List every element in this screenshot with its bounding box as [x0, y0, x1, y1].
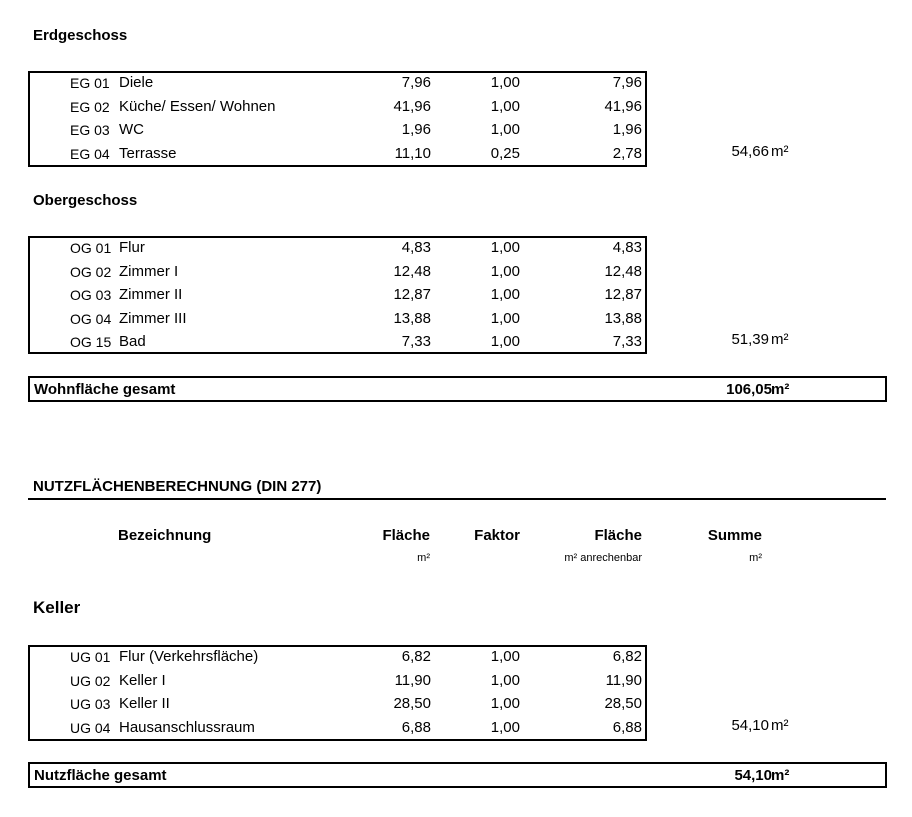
room-flaeche: 13,88	[393, 309, 431, 327]
room-flaeche: 28,50	[393, 695, 431, 712]
room-name: Hausanschlussraum	[119, 718, 255, 736]
room-flaeche-anrechenbar: 12,48	[604, 262, 642, 280]
room-faktor: 1,00	[490, 286, 520, 303]
room-flaeche: 11,10	[394, 144, 431, 162]
table-row	[30, 74, 645, 96]
room-faktor: 1,00	[490, 695, 520, 712]
header-flaeche-anrechenbar: Fläche	[594, 527, 642, 544]
room-flaeche-anrechenbar: 7,33	[612, 333, 642, 350]
room-faktor: 0,25	[490, 144, 520, 162]
keller-summe-unit: m²	[771, 717, 789, 734]
room-name: Keller I	[119, 671, 166, 689]
room-name: Küche/ Essen/ Wohnen	[119, 97, 276, 115]
room-code: EG 04	[70, 145, 110, 162]
room-code: UG 02	[70, 672, 111, 689]
room-flaeche-anrechenbar: 11,90	[605, 671, 642, 689]
wohnflaeche-value: 106,05	[726, 381, 772, 398]
nutzflaechen-title: NUTZFLÄCHENBERECHNUNG (DIN 277)	[33, 478, 322, 495]
table-row	[30, 121, 645, 143]
keller-summe: 54,10	[731, 717, 769, 734]
room-code: OG 03	[70, 287, 112, 303]
section-title-obergeschoss: Obergeschoss	[33, 192, 138, 209]
room-flaeche-anrechenbar: 13,88	[604, 309, 642, 327]
room-faktor: 1,00	[490, 97, 520, 115]
room-flaeche-anrechenbar: 2,78	[612, 144, 642, 162]
nutzflaechen-divider	[28, 498, 886, 500]
table-row	[30, 719, 645, 741]
table-row	[30, 145, 645, 167]
room-flaeche: 12,48	[393, 262, 431, 280]
room-flaeche-anrechenbar: 4,83	[612, 239, 642, 256]
room-name: Flur (Verkehrsfläche)	[119, 648, 259, 665]
obergeschoss-summe-unit: m²	[771, 331, 789, 348]
room-flaeche: 7,96	[401, 74, 431, 91]
room-faktor: 1,00	[490, 239, 520, 256]
room-faktor: 1,00	[490, 121, 520, 138]
room-code: EG 02	[70, 98, 110, 115]
room-code: UG 03	[70, 696, 111, 712]
table-row	[30, 310, 645, 332]
room-faktor: 1,00	[490, 648, 520, 665]
room-flaeche-anrechenbar: 41,96	[604, 97, 642, 115]
header-faktor: Faktor	[474, 527, 520, 544]
room-code: UG 01	[70, 649, 111, 665]
room-flaeche: 6,88	[401, 718, 431, 736]
keller-table	[28, 645, 647, 741]
header-summe: Summe	[707, 527, 762, 544]
room-flaeche: 11,90	[394, 671, 431, 689]
room-code: EG 03	[70, 122, 110, 138]
room-faktor: 1,00	[490, 74, 520, 91]
room-name: Flur	[119, 239, 145, 256]
table-row	[30, 98, 645, 120]
table-row	[30, 333, 645, 355]
nutzflaeche-label: Nutzfläche gesamt	[34, 767, 167, 784]
room-flaeche-anrechenbar: 6,88	[612, 718, 642, 736]
room-name: Zimmer I	[119, 262, 179, 280]
room-flaeche: 12,87	[393, 286, 431, 303]
room-faktor: 1,00	[490, 309, 520, 327]
erdgeschoss-summe: 54,66	[731, 143, 769, 160]
room-faktor: 1,00	[490, 671, 520, 689]
room-flaeche-anrechenbar: 7,96	[612, 74, 642, 91]
room-code: OG 01	[70, 240, 112, 256]
obergeschoss-table	[28, 236, 647, 354]
room-faktor: 1,00	[490, 718, 520, 736]
section-title-erdgeschoss: Erdgeschoss	[33, 27, 128, 44]
room-flaeche-anrechenbar: 28,50	[604, 695, 642, 712]
room-flaeche: 6,82	[401, 648, 431, 665]
room-code: OG 04	[70, 310, 112, 327]
room-name: Keller II	[119, 695, 170, 712]
room-name: Diele	[119, 74, 154, 91]
room-code: OG 02	[70, 263, 112, 280]
wohnflaeche-unit: m²	[771, 381, 790, 398]
obergeschoss-summe: 51,39	[731, 331, 769, 348]
header-flaeche-anrechenbar-unit: m² anrechenbar	[564, 552, 642, 564]
room-name: Zimmer III	[119, 309, 187, 327]
header-flaeche: Fläche	[382, 527, 430, 544]
section-title-keller: Keller	[33, 598, 81, 617]
header-summe-unit: m²	[749, 552, 762, 564]
room-flaeche: 7,33	[401, 333, 431, 350]
room-flaeche: 1,96	[401, 121, 431, 138]
wohnflaeche-label: Wohnfläche gesamt	[34, 381, 176, 398]
room-name: Zimmer II	[119, 286, 183, 303]
nutzflaeche-total-box	[28, 762, 887, 788]
room-name: Terrasse	[119, 144, 177, 162]
room-flaeche-anrechenbar: 1,96	[612, 121, 642, 138]
nutzflaeche-value: 54,10	[734, 767, 772, 784]
room-faktor: 1,00	[490, 262, 520, 280]
room-name: WC	[119, 121, 144, 138]
room-flaeche: 4,83	[401, 239, 431, 256]
room-faktor: 1,00	[490, 333, 520, 350]
room-code: UG 04	[70, 719, 111, 736]
table-row	[30, 648, 645, 670]
header-flaeche-unit: m²	[417, 552, 430, 564]
table-row	[30, 695, 645, 717]
room-code: OG 15	[70, 334, 112, 350]
nutzflaeche-unit: m²	[771, 767, 790, 784]
room-code: EG 01	[70, 75, 110, 91]
room-flaeche: 41,96	[393, 97, 431, 115]
table-row	[30, 672, 645, 694]
erdgeschoss-summe-unit: m²	[771, 143, 789, 160]
wohnflaeche-total-box	[28, 376, 887, 402]
room-name: Bad	[119, 333, 146, 350]
table-row	[30, 239, 645, 261]
table-row	[30, 263, 645, 285]
header-bezeichnung: Bezeichnung	[118, 527, 212, 544]
table-row	[30, 286, 645, 308]
room-flaeche-anrechenbar: 12,87	[604, 286, 642, 303]
erdgeschoss-table	[28, 71, 647, 167]
room-flaeche-anrechenbar: 6,82	[612, 648, 642, 665]
